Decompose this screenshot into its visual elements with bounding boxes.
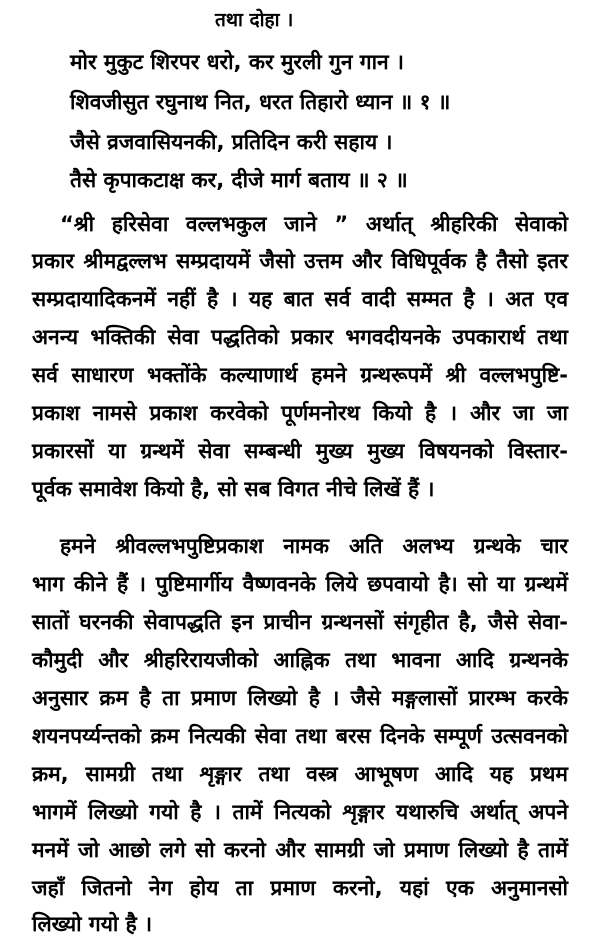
verse-line: तैसे कृपाकटाक्ष कर, दीजे मार्ग बताय ॥ २ ॥: [70, 168, 408, 192]
paragraph-line: सातों घरनकी सेवापद्धति इन प्राचीन ग्रन्थनसों संगृहीत है, जैसे सेवा-: [32, 610, 568, 634]
paragraph-line: प्रकारसों या ग्रन्थमें सेवा सम्बन्धी मुख्य मुख्य विषयनको विस्तार-: [32, 439, 568, 463]
paragraph-line: भागमें लिख्यो गयो है । तामें नित्यको शृङ्गार यथारुचि अर्थात् अपने: [32, 800, 568, 824]
verse-line: मोर मुकुट शिरपर धरो, कर मुरली गुन गान ।: [70, 50, 404, 74]
paragraph-line: सर्व साधारण भक्तोंके कल्याणार्थ हमने ग्रन्थरूपमें श्री वल्लभपुष्टि-: [32, 363, 568, 387]
paragraph-line: सम्प्रदायादिकनमें नहीं है । यह बात सर्व वादी सम्मत है । अत एव: [32, 287, 568, 311]
paragraph-line: प्रकार श्रीमद्वल्लभ सम्प्रदायमें जैसो उत्तम और विधिपूर्वक है तैसो इतर: [32, 249, 568, 273]
paragraph-line: क्रम, सामग्री तथा शृङ्गार तथा वस्त्र आभूषण आदि यह प्रथम: [32, 762, 568, 786]
verse-line: जैसे व्रजवासियनकी, प्रतिदिन करी सहाय ।: [70, 130, 393, 154]
paragraph-line: पूर्वक समावेश कियो है, सो सब विगत नीचे लिखें हैं ।: [32, 477, 435, 501]
paragraph-line: “श्री हरिसेवा वल्लभकुल जाने ” अर्थात् श्रीहरिकी सेवाको: [60, 212, 568, 236]
paragraph-line: शयनपर्य्यन्तको क्रम नित्यकी सेवा तथा बरस दिनके सम्पूर्ण उत्सवनको: [32, 724, 568, 748]
paragraph-line: हमने श्रीवल्लभपुष्टिप्रकाश नामक अति अलभ्य ग्रन्थके चार: [60, 534, 568, 558]
paragraph-line: जहाँ जितनो नेग होय ता प्रमाण करनो, यहां एक अनुमानसो: [32, 876, 568, 900]
paragraph-line: अनुसार क्रम है ता प्रमाण लिख्यो है । जैसे मङ्गलासों प्रारम्भ करके: [32, 686, 568, 710]
paragraph-line: लिख्यो गयो है ।: [32, 912, 153, 936]
paragraph-line: कौमुदी और श्रीहरिरायजीको आह्निक तथा भावना आदि ग्रन्थनके: [32, 648, 568, 672]
paragraph-line: अनन्य भक्तिकी सेवा पद्धतिको प्रकार भगवदीयनके उपकारार्थ तथा: [32, 325, 568, 349]
verse-line: शिवजीसुत रघुनाथ नित, धरत तिहारो ध्यान ॥ १ ॥: [70, 90, 451, 114]
paragraph-line: मनमें जो आछो लगे सो करनो और सामग्री जो प्रमाण लिख्यो है तामें: [32, 838, 568, 862]
paragraph-line: भाग कीने हैं । पुष्टिमार्गीय वैष्णवनके लिये छपवायो है। सो या ग्रन्थमें: [32, 572, 568, 596]
paragraph-line: प्रकाश नामसे प्रकाश करवेको पूर्णमनोरथ कियो है । और जा जा: [32, 401, 568, 425]
section-heading: तथा दोहा ।: [215, 9, 294, 31]
